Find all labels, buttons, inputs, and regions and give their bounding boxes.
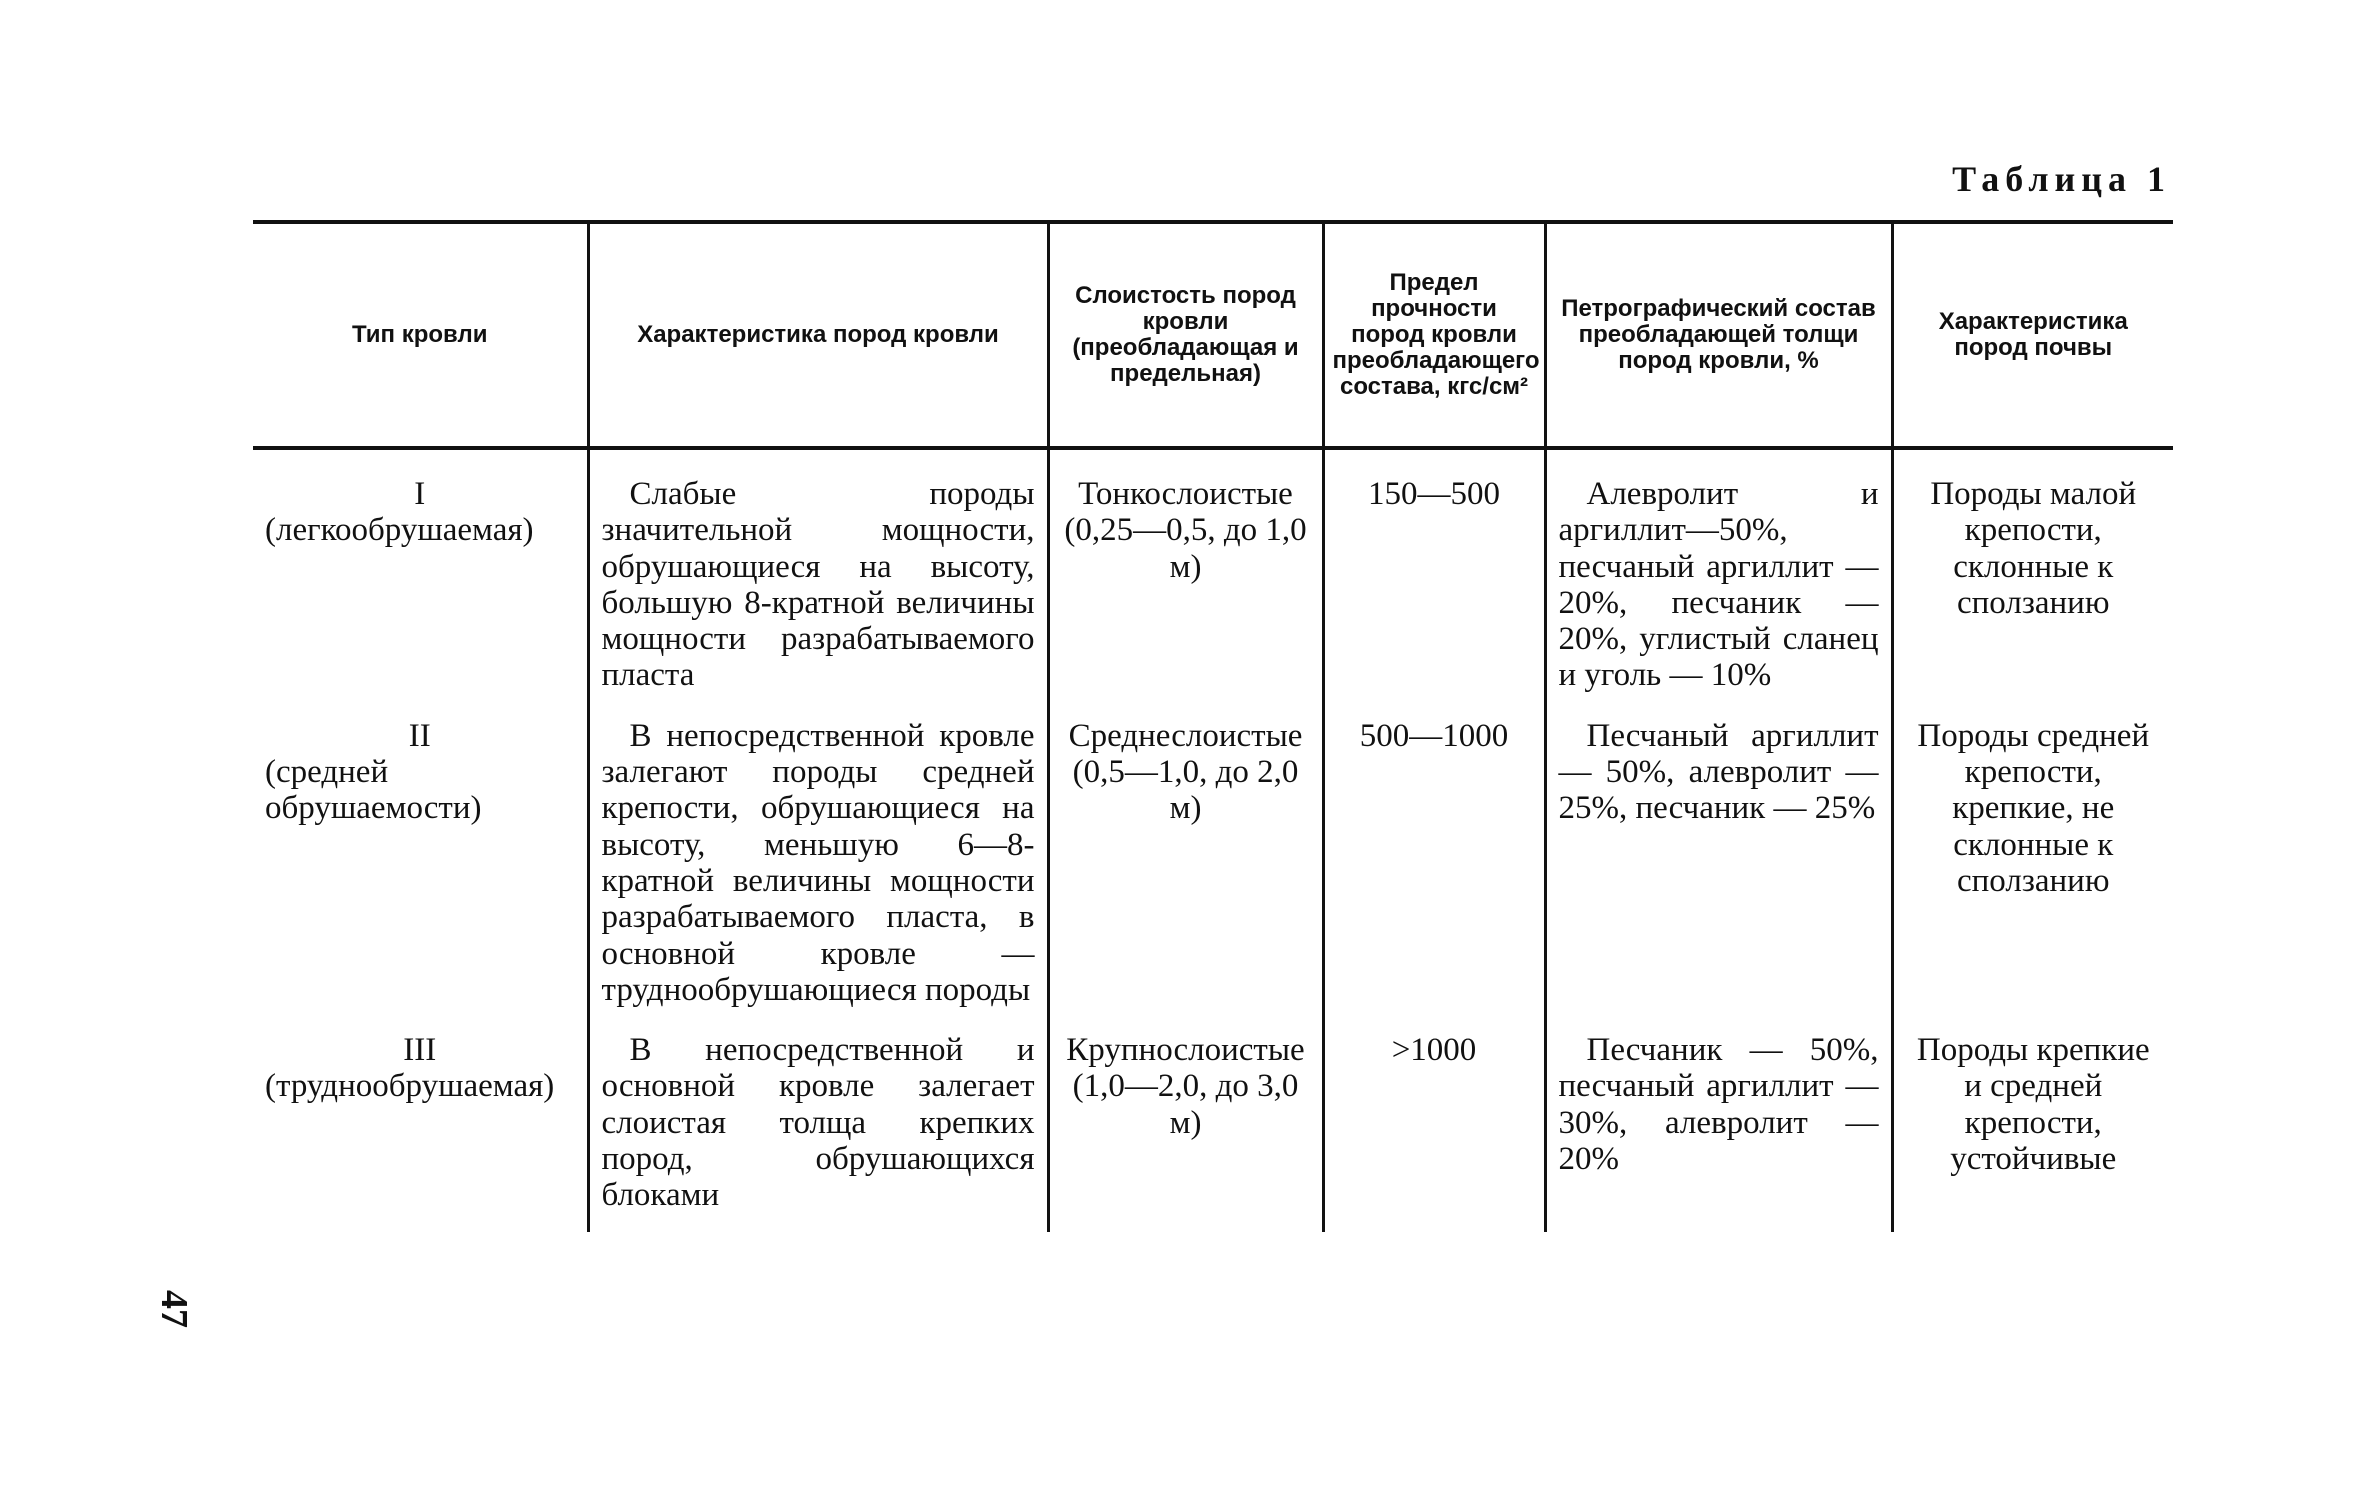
roof-characteristic-cell: В непосредственной и основной кровле залегает слоистая толща крепких пород, обрушающихся блоками — [588, 1026, 1048, 1231]
header-floor-characteristic: Характеристика пород почвы — [1892, 222, 2173, 448]
header-row — [253, 222, 2173, 448]
header-layering: Слоистость пород кровли (преобладающая и предельная) — [1048, 222, 1323, 448]
roof-type-number: II — [408, 717, 431, 754]
header-roof-type: Тип кровли — [253, 222, 588, 448]
floor-characteristic-cell: Породы средней крепости, крепкие, не склонные к сползанию — [1892, 712, 2173, 1026]
strength-cell: >1000 — [1323, 1026, 1545, 1231]
roof-type-cell — [253, 1026, 588, 1231]
header-composition: Петрографический состав преобладающей толщи пород кровли, % — [1545, 222, 1892, 448]
floor-characteristic-cell: Породы малой крепости, склонные к сползанию — [1892, 448, 2173, 712]
layering-cell: Среднеслоистые (0,5—1,0, до 2,0 м) — [1048, 712, 1323, 1026]
roof-type-number: III — [403, 1032, 437, 1069]
roof-type-name: (труднообрушаемая) — [265, 1068, 555, 1105]
layering-cell: Крупнослоистые (1,0—2,0, до 3,0 м) — [1048, 1026, 1323, 1231]
composition-cell: Песчаный аргиллит — 50%, алевролит — 25%, песчаник — 25% — [1545, 712, 1892, 1026]
roof-types-table — [253, 220, 2173, 1232]
roof-type-name: (средней обрушаемости) — [265, 754, 482, 827]
roof-type-cell — [253, 448, 588, 712]
data-table — [253, 220, 2173, 1232]
header-strength: Предел прочности пород кровли преобладающего состава, кгс/см² — [1323, 222, 1545, 448]
layering-cell: Тонкослоистые (0,25—0,5, до 1,0 м) — [1048, 448, 1323, 712]
strength-cell: 500—1000 — [1323, 712, 1545, 1026]
header-roof-characteristic: Характеристика пород кровли — [588, 222, 1048, 448]
table-title: Таблица 1 — [1952, 159, 2171, 199]
roof-characteristic-cell: Слабые породы значительной мощности, обрушающиеся на высоту, большую 8-кратной величины мощности разрабатываемого пласта — [588, 448, 1048, 712]
roof-type-cell — [253, 712, 588, 1026]
strength-cell: 150—500 — [1323, 448, 1545, 712]
floor-characteristic-cell: Породы крепкие и средней крепости, устойчивые — [1892, 1026, 2173, 1231]
table-row — [253, 448, 2173, 712]
composition-cell: Песчаник — 50%, песчаный аргиллит — 30%, алевролит — 20% — [1545, 1026, 1892, 1231]
roof-type-name: (легкообрушаемая) — [265, 512, 534, 549]
composition-cell: Алевролит и аргиллит—50%, песчаный аргиллит — 20%, песчаник — 20%, углистый сланец и уголь — 10% — [1545, 448, 1892, 712]
roof-type-number: I — [414, 476, 426, 512]
roof-characteristic-cell: В непосредственной кровле залегают породы средней крепости, обрушающиеся на высоту, меньшую 6—8-кратной величины мощности разрабатываемого пласта, в основной кровле — труднообрушающиеся породы — [588, 712, 1048, 1026]
page-number: 47 — [153, 1290, 195, 1328]
table-row — [253, 1026, 2173, 1231]
table-row — [253, 712, 2173, 1026]
